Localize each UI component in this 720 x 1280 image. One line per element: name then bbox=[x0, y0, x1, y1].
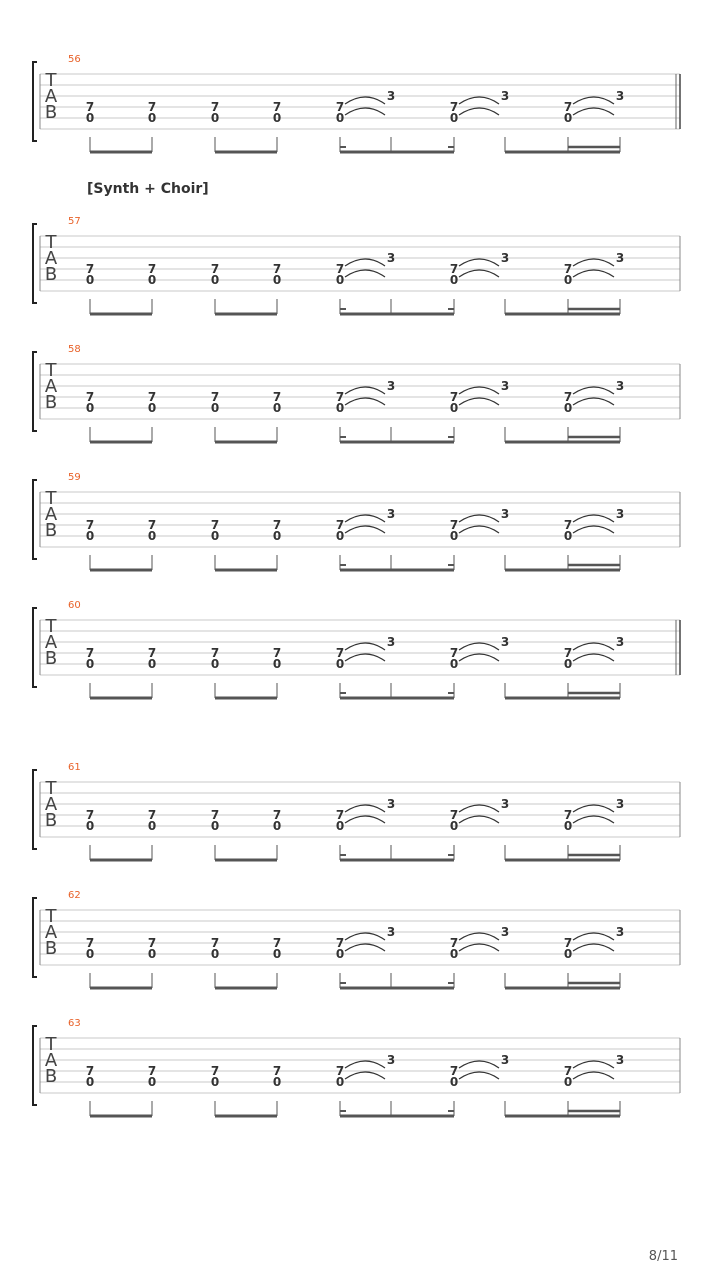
fret-number: 3 bbox=[386, 797, 396, 811]
fret-number: 0 bbox=[563, 529, 573, 543]
fret-number: 0 bbox=[449, 657, 459, 671]
fret-number: 0 bbox=[210, 819, 220, 833]
fret-number: 3 bbox=[500, 797, 510, 811]
system-bracket bbox=[33, 62, 37, 141]
slur bbox=[573, 270, 614, 277]
fret-number: 0 bbox=[272, 657, 282, 671]
slur bbox=[573, 944, 614, 951]
slur bbox=[459, 643, 499, 650]
fret-number: 7 bbox=[210, 262, 220, 276]
fret-number: 7 bbox=[335, 808, 345, 822]
fret-number: 7 bbox=[563, 390, 573, 404]
fret-number: 0 bbox=[335, 1075, 345, 1089]
measure-number: 60 bbox=[68, 600, 81, 611]
fret-number: 3 bbox=[500, 89, 510, 103]
fret-number: 0 bbox=[85, 819, 95, 833]
slur bbox=[345, 270, 385, 277]
system-bracket bbox=[33, 608, 37, 687]
slur bbox=[459, 933, 499, 940]
measure-number: 62 bbox=[68, 890, 81, 901]
tab-clef-letter: A bbox=[44, 794, 58, 815]
fret-number: 7 bbox=[272, 100, 282, 114]
fret-number: 0 bbox=[449, 819, 459, 833]
fret-number: 7 bbox=[335, 390, 345, 404]
page-number: 8/11 bbox=[648, 1249, 678, 1264]
fret-number: 0 bbox=[147, 819, 157, 833]
fret-number: 7 bbox=[210, 100, 220, 114]
fret-number: 0 bbox=[210, 111, 220, 125]
fret-number: 7 bbox=[147, 518, 157, 532]
slur bbox=[573, 805, 614, 812]
fret-number: 0 bbox=[210, 273, 220, 287]
fret-number: 7 bbox=[147, 808, 157, 822]
fret-number: 0 bbox=[563, 657, 573, 671]
fret-number: 3 bbox=[386, 635, 396, 649]
fret-number: 0 bbox=[563, 947, 573, 961]
slur bbox=[345, 387, 385, 394]
tab-clef-letter: T bbox=[45, 360, 57, 381]
slur bbox=[459, 805, 499, 812]
fret-number: 0 bbox=[210, 657, 220, 671]
fret-number: 7 bbox=[449, 646, 459, 660]
fret-number: 0 bbox=[335, 947, 345, 961]
fret-number: 0 bbox=[272, 401, 282, 415]
fret-number: 7 bbox=[449, 390, 459, 404]
fret-number: 0 bbox=[563, 111, 573, 125]
system-bracket bbox=[33, 898, 37, 977]
fret-number: 7 bbox=[147, 646, 157, 660]
fret-number: 0 bbox=[335, 111, 345, 125]
fret-number: 0 bbox=[272, 1075, 282, 1089]
fret-number: 3 bbox=[615, 507, 625, 521]
slur bbox=[459, 259, 499, 266]
fret-number: 3 bbox=[500, 925, 510, 939]
fret-number: 0 bbox=[335, 529, 345, 543]
slur bbox=[459, 387, 499, 394]
slur bbox=[459, 654, 499, 661]
slur bbox=[345, 259, 385, 266]
fret-number: 7 bbox=[335, 518, 345, 532]
tab-clef-letter: T bbox=[45, 1034, 57, 1055]
fret-number: 3 bbox=[500, 251, 510, 265]
fret-number: 7 bbox=[449, 100, 459, 114]
fret-number: 7 bbox=[449, 1064, 459, 1078]
fret-number: 7 bbox=[85, 646, 95, 660]
slur bbox=[573, 526, 614, 533]
slur bbox=[459, 270, 499, 277]
slur bbox=[573, 933, 614, 940]
fret-number: 7 bbox=[210, 646, 220, 660]
fret-number: 0 bbox=[147, 1075, 157, 1089]
tab-clef-letter: T bbox=[45, 906, 57, 927]
tab-clef-letter: B bbox=[44, 1066, 58, 1087]
fret-number: 7 bbox=[85, 518, 95, 532]
fret-number: 0 bbox=[335, 273, 345, 287]
fret-number: 7 bbox=[210, 808, 220, 822]
fret-number: 7 bbox=[563, 808, 573, 822]
fret-number: 0 bbox=[210, 1075, 220, 1089]
fret-number: 7 bbox=[449, 808, 459, 822]
slur bbox=[459, 398, 499, 405]
fret-number: 3 bbox=[386, 251, 396, 265]
fret-number: 0 bbox=[449, 273, 459, 287]
fret-number: 7 bbox=[335, 1064, 345, 1078]
fret-number: 7 bbox=[272, 262, 282, 276]
fret-number: 3 bbox=[615, 89, 625, 103]
tab-clef-letter: A bbox=[44, 248, 58, 269]
tab-clef-letter: B bbox=[44, 392, 58, 413]
fret-number: 0 bbox=[85, 401, 95, 415]
tab-clef-letter: A bbox=[44, 86, 58, 107]
fret-number: 3 bbox=[386, 507, 396, 521]
measure-number: 56 bbox=[68, 54, 81, 65]
system-bracket bbox=[33, 352, 37, 431]
fret-number: 7 bbox=[563, 262, 573, 276]
fret-number: 0 bbox=[449, 529, 459, 543]
slur bbox=[459, 515, 499, 522]
system-bracket bbox=[33, 224, 37, 303]
slur bbox=[345, 805, 385, 812]
tab-clef-letter: T bbox=[45, 232, 57, 253]
fret-number: 0 bbox=[563, 401, 573, 415]
tab-clef-letter: B bbox=[44, 810, 58, 831]
fret-number: 0 bbox=[449, 401, 459, 415]
fret-number: 0 bbox=[210, 401, 220, 415]
fret-number: 7 bbox=[210, 390, 220, 404]
fret-number: 0 bbox=[85, 111, 95, 125]
section-label: [Synth + Choir] bbox=[87, 181, 209, 197]
measure-number: 58 bbox=[68, 344, 81, 355]
fret-number: 0 bbox=[85, 1075, 95, 1089]
system-bracket bbox=[33, 480, 37, 559]
tab-clef-letter: T bbox=[45, 488, 57, 509]
fret-number: 0 bbox=[335, 657, 345, 671]
fret-number: 7 bbox=[85, 390, 95, 404]
fret-number: 3 bbox=[500, 635, 510, 649]
slur bbox=[573, 1061, 614, 1068]
fret-number: 3 bbox=[615, 1053, 625, 1067]
slur bbox=[573, 398, 614, 405]
fret-number: 7 bbox=[210, 936, 220, 950]
fret-number: 7 bbox=[210, 518, 220, 532]
fret-number: 7 bbox=[85, 100, 95, 114]
tab-clef-letter: A bbox=[44, 922, 58, 943]
fret-number: 0 bbox=[449, 111, 459, 125]
fret-number: 7 bbox=[335, 100, 345, 114]
fret-number: 3 bbox=[386, 379, 396, 393]
fret-number: 7 bbox=[147, 262, 157, 276]
slur bbox=[459, 526, 499, 533]
fret-number: 3 bbox=[386, 1053, 396, 1067]
fret-number: 7 bbox=[335, 936, 345, 950]
slur bbox=[345, 1072, 385, 1079]
fret-number: 0 bbox=[272, 529, 282, 543]
fret-number: 0 bbox=[147, 657, 157, 671]
slur bbox=[345, 654, 385, 661]
slur bbox=[345, 97, 385, 104]
fret-number: 7 bbox=[272, 808, 282, 822]
tab-clef-letter: B bbox=[44, 938, 58, 959]
slur bbox=[345, 933, 385, 940]
fret-number: 0 bbox=[449, 947, 459, 961]
slur bbox=[345, 108, 385, 115]
slur bbox=[573, 816, 614, 823]
fret-number: 3 bbox=[500, 507, 510, 521]
fret-number: 7 bbox=[335, 262, 345, 276]
tab-clef-letter: B bbox=[44, 648, 58, 669]
fret-number: 0 bbox=[147, 529, 157, 543]
fret-number: 0 bbox=[449, 1075, 459, 1089]
fret-number: 0 bbox=[147, 401, 157, 415]
fret-number: 3 bbox=[615, 251, 625, 265]
fret-number: 3 bbox=[615, 797, 625, 811]
fret-number: 0 bbox=[85, 947, 95, 961]
fret-number: 7 bbox=[147, 1064, 157, 1078]
fret-number: 3 bbox=[615, 379, 625, 393]
tab-clef-letter: A bbox=[44, 504, 58, 525]
fret-number: 3 bbox=[500, 1053, 510, 1067]
fret-number: 7 bbox=[147, 936, 157, 950]
fret-number: 7 bbox=[449, 262, 459, 276]
measure-number: 61 bbox=[68, 762, 81, 773]
fret-number: 3 bbox=[500, 379, 510, 393]
fret-number: 0 bbox=[210, 529, 220, 543]
fret-number: 7 bbox=[563, 100, 573, 114]
fret-number: 3 bbox=[615, 925, 625, 939]
fret-number: 0 bbox=[210, 947, 220, 961]
tab-clef-letter: A bbox=[44, 632, 58, 653]
slur bbox=[345, 1061, 385, 1068]
fret-number: 0 bbox=[147, 273, 157, 287]
slur bbox=[345, 515, 385, 522]
fret-number: 7 bbox=[449, 936, 459, 950]
fret-number: 7 bbox=[147, 100, 157, 114]
tab-clef-letter: A bbox=[44, 1050, 58, 1071]
fret-number: 7 bbox=[85, 262, 95, 276]
fret-number: 3 bbox=[615, 635, 625, 649]
slur bbox=[459, 97, 499, 104]
fret-number: 0 bbox=[85, 273, 95, 287]
fret-number: 0 bbox=[335, 401, 345, 415]
slur bbox=[573, 515, 614, 522]
fret-number: 0 bbox=[335, 819, 345, 833]
fret-number: 7 bbox=[85, 1064, 95, 1078]
fret-number: 0 bbox=[563, 273, 573, 287]
fret-number: 7 bbox=[272, 390, 282, 404]
fret-number: 7 bbox=[449, 518, 459, 532]
fret-number: 7 bbox=[563, 646, 573, 660]
tab-clef-letter: B bbox=[44, 102, 58, 123]
system-bracket bbox=[33, 1026, 37, 1105]
fret-number: 3 bbox=[386, 925, 396, 939]
slur bbox=[573, 1072, 614, 1079]
slur bbox=[573, 97, 614, 104]
slur bbox=[345, 398, 385, 405]
fret-number: 0 bbox=[147, 111, 157, 125]
fret-number: 7 bbox=[272, 1064, 282, 1078]
slur bbox=[345, 643, 385, 650]
slur bbox=[459, 108, 499, 115]
slur bbox=[573, 387, 614, 394]
measure-number: 59 bbox=[68, 472, 81, 483]
tab-clef-letter: T bbox=[45, 616, 57, 637]
slur bbox=[345, 816, 385, 823]
tab-clef-letter: B bbox=[44, 264, 58, 285]
slur bbox=[345, 526, 385, 533]
fret-number: 3 bbox=[386, 89, 396, 103]
fret-number: 0 bbox=[272, 947, 282, 961]
tab-clef-letter: T bbox=[45, 70, 57, 91]
slur bbox=[573, 108, 614, 115]
fret-number: 7 bbox=[272, 936, 282, 950]
slur bbox=[459, 1061, 499, 1068]
tab-clef-letter: B bbox=[44, 520, 58, 541]
tab-clef-letter: T bbox=[45, 778, 57, 799]
fret-number: 7 bbox=[335, 646, 345, 660]
fret-number: 7 bbox=[85, 808, 95, 822]
fret-number: 7 bbox=[85, 936, 95, 950]
fret-number: 0 bbox=[85, 657, 95, 671]
fret-number: 0 bbox=[563, 1075, 573, 1089]
fret-number: 7 bbox=[563, 1064, 573, 1078]
fret-number: 7 bbox=[272, 646, 282, 660]
fret-number: 7 bbox=[147, 390, 157, 404]
slur bbox=[459, 816, 499, 823]
measure-number: 57 bbox=[68, 216, 81, 227]
slur bbox=[573, 654, 614, 661]
slur bbox=[345, 944, 385, 951]
fret-number: 0 bbox=[272, 819, 282, 833]
slur bbox=[459, 944, 499, 951]
fret-number: 7 bbox=[563, 936, 573, 950]
slur bbox=[573, 643, 614, 650]
fret-number: 7 bbox=[563, 518, 573, 532]
slur bbox=[573, 259, 614, 266]
fret-number: 7 bbox=[210, 1064, 220, 1078]
fret-number: 0 bbox=[85, 529, 95, 543]
fret-number: 0 bbox=[272, 111, 282, 125]
system-bracket bbox=[33, 770, 37, 849]
measure-number: 63 bbox=[68, 1018, 81, 1029]
slur bbox=[459, 1072, 499, 1079]
fret-number: 0 bbox=[563, 819, 573, 833]
fret-number: 0 bbox=[147, 947, 157, 961]
tab-clef-letter: A bbox=[44, 376, 58, 397]
fret-number: 7 bbox=[272, 518, 282, 532]
fret-number: 0 bbox=[272, 273, 282, 287]
